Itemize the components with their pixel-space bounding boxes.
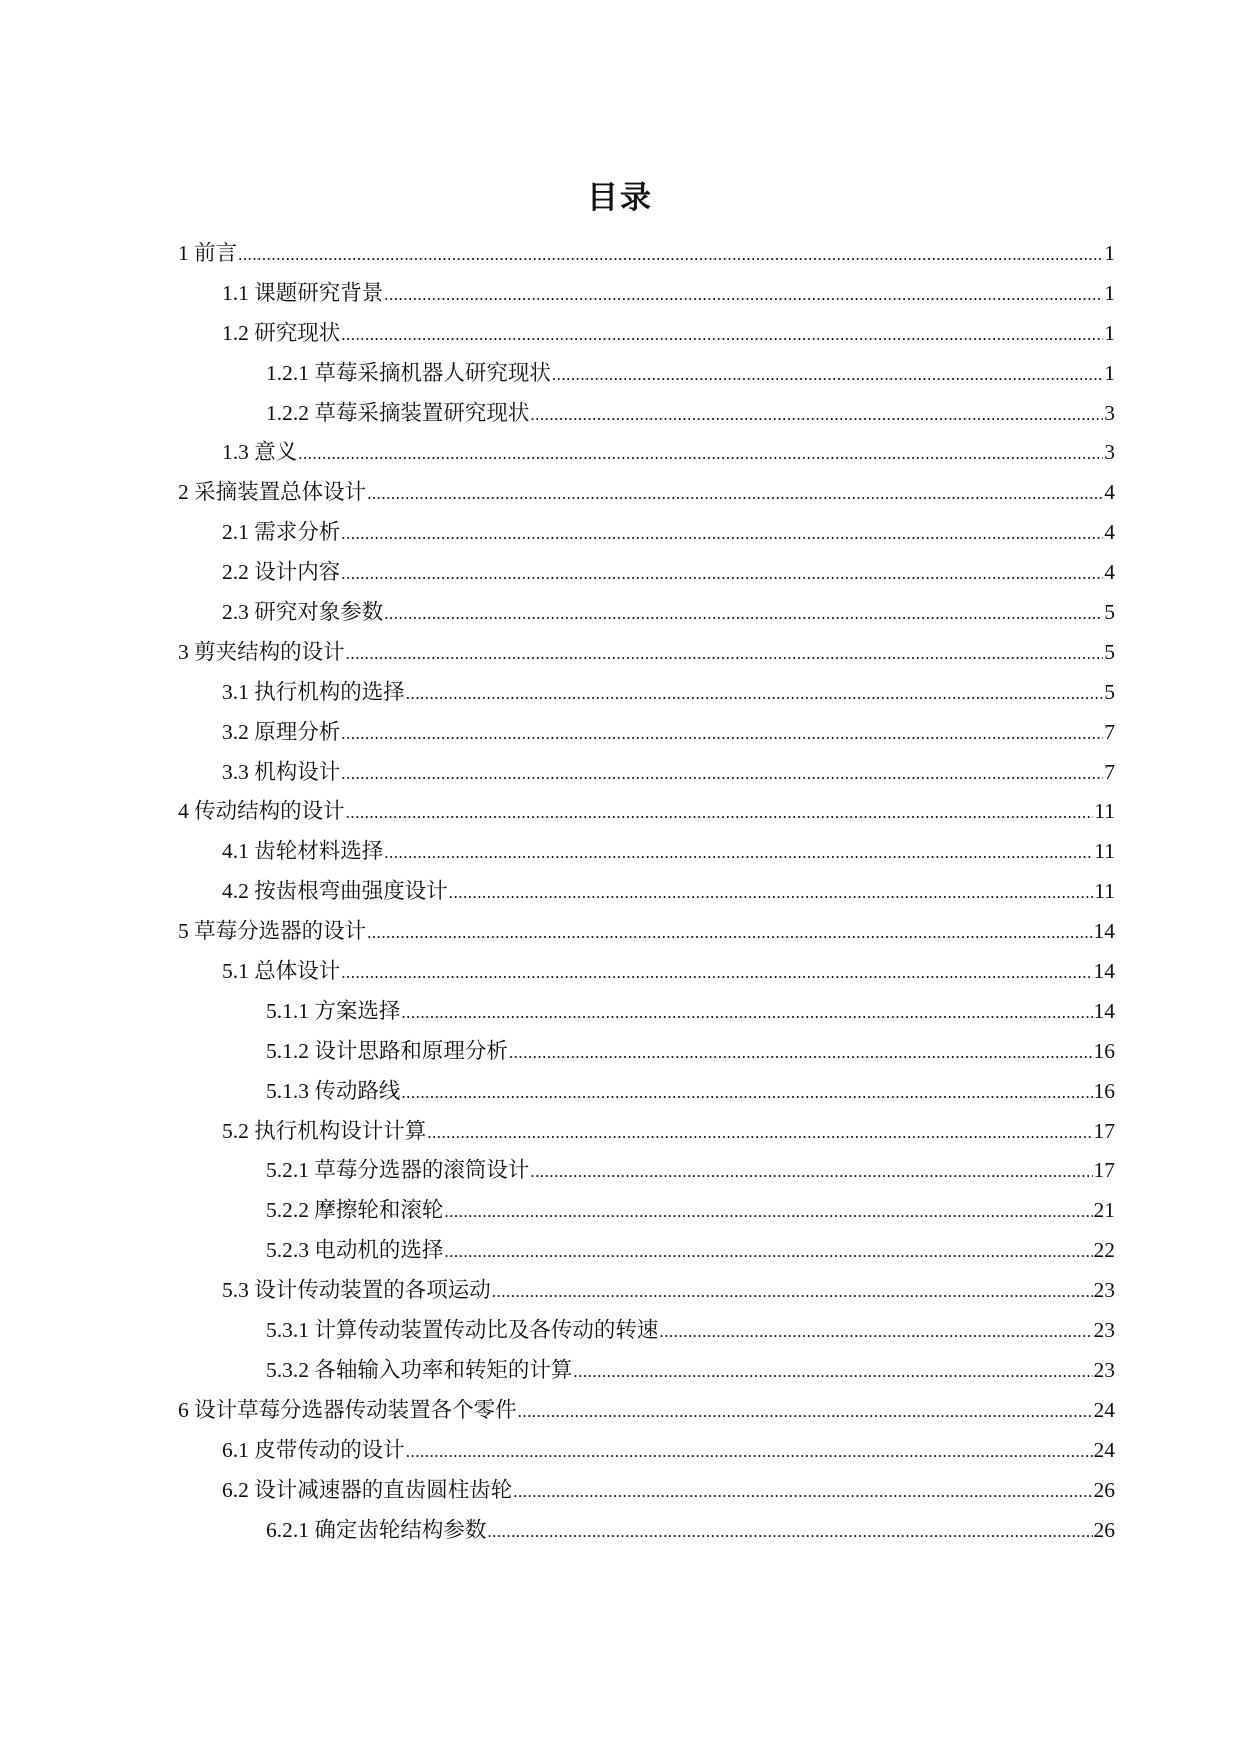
toc-entry[interactable] [0, 1112, 1240, 1152]
toc-entry-label: 6.2 设计减速器的直齿圆柱齿轮 [222, 1477, 513, 1502]
toc-entry-page: 1 [1104, 241, 1115, 265]
toc-entry-label: 1.1 课题研究背景 [222, 280, 384, 305]
dot-leader [444, 1192, 1092, 1232]
toc-entry-label: 5.1.1 方案选择 [266, 998, 401, 1023]
toc-entry-label: 4.1 齿轮材料选择 [222, 839, 384, 864]
toc-entry-label: 6.1 皮带传动的设计 [222, 1437, 405, 1462]
dot-leader [384, 594, 1103, 634]
toc-entry[interactable] [0, 1511, 1240, 1551]
dot-leader [401, 1073, 1092, 1113]
dot-leader [367, 474, 1103, 514]
toc-entry-page: 14 [1093, 959, 1115, 984]
toc-entry[interactable] [0, 1032, 1240, 1072]
dot-leader [513, 1472, 1092, 1512]
toc-entry[interactable] [0, 1191, 1240, 1231]
toc-entry[interactable] [0, 1271, 1240, 1311]
toc-entry-label: 1.2 研究现状 [222, 320, 341, 345]
toc-entry-label: 2.2 设计内容 [222, 560, 341, 585]
dot-leader [406, 1432, 1093, 1472]
toc-entry[interactable] [0, 473, 1240, 513]
toc-entry[interactable] [0, 354, 1240, 394]
toc-entry[interactable] [0, 713, 1240, 753]
toc-entry-page: 5 [1104, 600, 1115, 625]
toc-entry[interactable] [0, 1231, 1240, 1271]
toc-entry-label: 1.3 意义 [222, 440, 298, 465]
toc-entry-page: 11 [1094, 839, 1115, 864]
toc-entry[interactable] [0, 832, 1240, 872]
toc-entry[interactable] [0, 952, 1240, 992]
dot-leader [406, 674, 1103, 714]
toc-entry-page: 4 [1104, 520, 1115, 545]
toc-entry[interactable] [0, 513, 1240, 553]
toc-entry[interactable] [0, 673, 1240, 713]
toc-entry-page: 21 [1093, 1198, 1115, 1223]
toc-entry-page: 7 [1104, 719, 1115, 744]
table-of-contents [0, 234, 1240, 1550]
toc-entry-label: 1 前言 [178, 241, 238, 265]
toc-entry-label: 6 设计草莓分选器传动装置各个零件 [178, 1397, 517, 1422]
toc-entry-label: 2.3 研究对象参数 [222, 600, 384, 625]
toc-entry[interactable] [0, 553, 1240, 593]
toc-entry-label: 1.2.1 草莓采摘机器人研究现状 [266, 360, 551, 385]
toc-entry[interactable] [0, 1471, 1240, 1511]
toc-entry[interactable] [0, 234, 1240, 274]
dot-leader [341, 754, 1103, 794]
toc-entry-page: 3 [1104, 400, 1115, 425]
dot-leader [238, 235, 1103, 275]
toc-entry-page: 1 [1104, 360, 1115, 385]
toc-entry-page: 4 [1104, 560, 1115, 585]
toc-entry[interactable] [0, 1351, 1240, 1391]
toc-entry-page: 11 [1094, 879, 1115, 904]
toc-entry-label: 3.3 机构设计 [222, 759, 341, 784]
toc-entry[interactable] [0, 1311, 1240, 1351]
toc-entry[interactable] [0, 274, 1240, 314]
dot-leader [401, 993, 1092, 1033]
toc-entry-label: 5.2.3 电动机的选择 [266, 1238, 444, 1263]
toc-entry-label: 4.2 按齿根弯曲强度设计 [222, 879, 448, 904]
toc-entry-page: 14 [1093, 919, 1115, 944]
dot-leader [449, 873, 1094, 913]
toc-entry[interactable] [0, 1151, 1240, 1191]
toc-entry[interactable] [0, 314, 1240, 354]
toc-entry-label: 3.2 原理分析 [222, 719, 341, 744]
toc-entry-label: 3 剪夹结构的设计 [178, 639, 345, 664]
toc-entry-label: 5.2 执行机构设计计算 [222, 1118, 427, 1143]
toc-entry-page: 4 [1104, 480, 1115, 505]
toc-entry-page: 1 [1104, 280, 1115, 305]
toc-entry-label: 5.2.2 摩擦轮和滚轮 [266, 1198, 444, 1223]
toc-entry-label: 5.1.3 传动路线 [266, 1078, 401, 1103]
dot-leader [346, 634, 1104, 674]
toc-entry-page: 1 [1104, 320, 1115, 345]
toc-entry-page: 24 [1093, 1437, 1115, 1462]
toc-entry-label: 2 采摘装置总体设计 [178, 480, 367, 505]
toc-entry[interactable] [0, 633, 1240, 673]
toc-entry-page: 14 [1093, 998, 1115, 1023]
dot-leader [530, 1152, 1092, 1192]
dot-leader [341, 953, 1092, 993]
toc-entry-page: 5 [1104, 679, 1115, 704]
toc-entry[interactable] [0, 394, 1240, 434]
dot-leader [341, 714, 1103, 754]
toc-entry-label: 2.1 需求分析 [222, 520, 341, 545]
toc-entry-page: 7 [1104, 759, 1115, 784]
dot-leader [384, 275, 1103, 315]
toc-entry-page: 24 [1093, 1397, 1115, 1422]
toc-entry-label: 5.1 总体设计 [222, 959, 341, 984]
toc-entry[interactable] [0, 912, 1240, 952]
dot-leader [346, 793, 1094, 833]
toc-entry-label: 4 传动结构的设计 [178, 799, 345, 824]
toc-entry-label: 5.1.2 设计思路和原理分析 [266, 1038, 508, 1063]
dot-leader [487, 1512, 1092, 1552]
toc-entry-label: 3.1 执行机构的选择 [222, 679, 405, 704]
dot-leader [341, 315, 1103, 355]
toc-entry-label: 6.2.1 确定齿轮结构参数 [266, 1517, 487, 1542]
toc-entry[interactable] [0, 433, 1240, 473]
toc-entry[interactable] [0, 753, 1240, 793]
toc-entry[interactable] [0, 593, 1240, 633]
dot-leader [573, 1352, 1092, 1392]
toc-entry-page: 11 [1094, 799, 1115, 824]
dot-leader [341, 514, 1103, 554]
toc-entry[interactable] [0, 872, 1240, 912]
dot-leader [427, 1113, 1092, 1153]
toc-entry-page: 26 [1093, 1517, 1115, 1542]
toc-entry-page: 17 [1093, 1118, 1115, 1143]
toc-entry-page: 22 [1093, 1238, 1115, 1263]
toc-entry[interactable] [0, 1431, 1240, 1471]
toc-entry-page: 23 [1093, 1278, 1115, 1303]
toc-entry-page: 3 [1104, 440, 1115, 465]
dot-leader [509, 1033, 1093, 1073]
toc-entry[interactable] [0, 992, 1240, 1032]
toc-entry-page: 17 [1093, 1158, 1115, 1183]
toc-entry-page: 23 [1093, 1357, 1115, 1382]
toc-entry-label: 1.2.2 草莓采摘装置研究现状 [266, 400, 530, 425]
dot-leader [384, 833, 1093, 873]
toc-entry-label: 5.3.2 各轴输入功率和转矩的计算 [266, 1357, 573, 1382]
dot-leader [518, 1392, 1093, 1432]
toc-entry-page: 26 [1093, 1477, 1115, 1502]
toc-entry-label: 5.2.1 草莓分选器的滚筒设计 [266, 1158, 530, 1183]
toc-entry-label: 5 草莓分选器的设计 [178, 919, 367, 944]
toc-entry[interactable] [0, 1391, 1240, 1431]
toc-entry-page: 23 [1093, 1318, 1115, 1343]
toc-entry-label: 5.3 设计传动装置的各项运动 [222, 1278, 491, 1303]
dot-leader [530, 395, 1103, 435]
toc-entry-page: 5 [1104, 639, 1115, 664]
dot-leader [341, 554, 1103, 594]
toc-entry[interactable] [0, 1072, 1240, 1112]
toc-entry[interactable] [0, 792, 1240, 832]
dot-leader [444, 1232, 1092, 1272]
dot-leader [552, 355, 1103, 395]
dot-leader [298, 434, 1103, 474]
toc-entry-page: 16 [1093, 1078, 1115, 1103]
dot-leader [367, 913, 1092, 953]
dot-leader [492, 1272, 1093, 1312]
toc-entry-page: 16 [1093, 1038, 1115, 1063]
page-title: 目录 [587, 180, 653, 215]
dot-leader [659, 1312, 1092, 1352]
toc-entry-label: 5.3.1 计算传动装置传动比及各传动的转速 [266, 1318, 659, 1343]
